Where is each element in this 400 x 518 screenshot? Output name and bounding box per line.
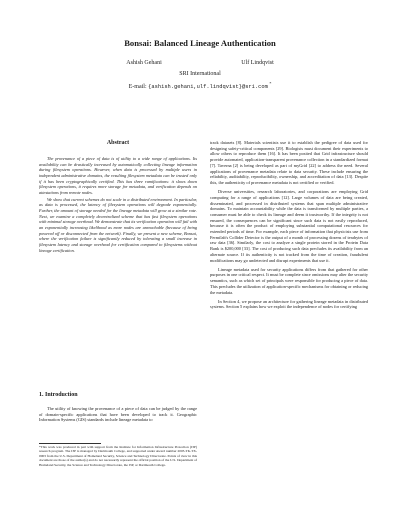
body-paragraph: Diverse universities, research laboratories, and corporations are employing Grid computing for a range of applications [12]. Large volumes of data are being created, disseminated, and processed in distributed systems that span multiple administrative domains. To maintain accountability while the data is transformed by multiple parties, a consumer must be able to check its lineage and deem it trustworthy. If the integrity is not ensured, the consequences can be significant since such data is not easily reproduced, because it is often the product of employing substantial computational resources for extended periods of time. For example, each piece of information that physicists use from Fermilab's Collider Detector is the output of a month of processing dozens of terabytes of raw data [36]. Similarly, the cost to analyze a single protein stored in the Protein Data Bank is $200,000 [33]. The cost of producing such data precludes its availability from an alternate source. If its authenticity is not tracked from the time of creation, fraudulent modifications may go undetected and disrupt experiments that use it. — [210, 189, 368, 263]
right-column — [210, 140, 368, 310]
author-name: Ulf Lindqvist — [241, 60, 274, 66]
email-label: E-mail: — [128, 84, 147, 90]
body-paragraph: In Section 4, we propose an architecture for gathering lineage metadata in distributed systems. Section 5 explains how we exploit the independence of nodes for certifying — [210, 298, 368, 310]
body-paragraph: track datasets [8]. Materials scientists use it to establish the pedigree of data used for designing safety-critical components [29]. Biologists must document their experiments to allow others to reproduce them [16]. It has been posited that Grid infrastructure should provide automated, application-transparent provenance collection in a standardized format [7]. Taverna [2] is being developed as part of myGrid [22] to address the need. Several applications of provenance metadata relate to data security. These include ensuring the reliability, auditability, reproducibility, ownership, and accreditation of data [13]. Despite this, the authenticity of provenance metadata is not certified or verified. — [210, 140, 368, 185]
email-footnote-mark: * — [269, 81, 272, 86]
abstract-heading: Abstract — [106, 140, 130, 146]
footnote-rule — [39, 443, 101, 444]
section-heading: 1. Introduction — [39, 392, 78, 398]
abstract-body — [39, 156, 197, 253]
abstract-paragraph: The provenance of a piece of data is of utility to a wide range of applications. Its availability can be drastically increased by automatically collecting lineage information during filesystem operations. However, when data is processed by multiple users in independent administrative domains, the resulting filesystem metadata can be trusted only if it has been cryptographically certified. This has three ramifications: it slows down filesystem operations, it requires more storage for metadata, and verification depends on attestations from remote nodes. — [39, 156, 197, 195]
author-email — [0, 81, 400, 90]
footnote: *This work was produced in part with support from the Institute for Information Infrastructure Protection (I3P) research program. The I3P is managed by Dartmouth College, and supported under Award number 2003-TK-TX-0003 from the U.S. Department of Homeland Security, Science and Technology Directorate. Points of view in this document are those of the author(s) and do not necessarily represent the official position of the U.S. Department of Homeland Security, the Science and Technology Directorate, the I3P, or Dartmouth College. — [39, 445, 198, 467]
author-name: Ashish Gehani — [126, 60, 162, 66]
body-paragraph: The utility of knowing the provenance of a piece of data can be judged by the range of domain-specific applications that have been developed to track it. Geographic Information Systems (GIS) standards include lineage metadata to — [39, 406, 197, 423]
abstract-paragraph: We show that current schemes do not scale in a distributed environment. In particular, as data is processed, the latency of filesystem operations will degrade exponentially. Further, the amount of storage needed for the lineage metadata will grow at a similar rate. Next, we examine a completely decentralized scheme that has fast filesystem operations with minimal storage overhead. We demonstrate that its verification operation will fail with an exponentially increasing likelihood as more nodes are unreachable (because of being powered off or disconnected from the network). Finally, we present a new scheme, Bonsai, where the verification failure is significantly reduced by tolerating a small increase in filesystem latency and storage overhead for certification compared to filesystems without lineage certification. — [39, 196, 197, 253]
author-line — [0, 60, 400, 66]
email-address: {ashish.gehani,ulf.lindqvist}@sri.com — [148, 84, 268, 90]
paper-title: Bonsai: Balanced Lineage Authentication — [124, 38, 276, 48]
body-paragraph: Lineage metadata used for security applications differs from that gathered for other purposes in one critical respect. It must be complete since omissions may alter the security semantics, such as which set of principals were responsible for producing a piece of data. This precludes the utilization of application-specific mechanisms for obtaining or reducing the metadata. — [210, 266, 368, 295]
author-affiliation: SRI International — [179, 71, 221, 77]
